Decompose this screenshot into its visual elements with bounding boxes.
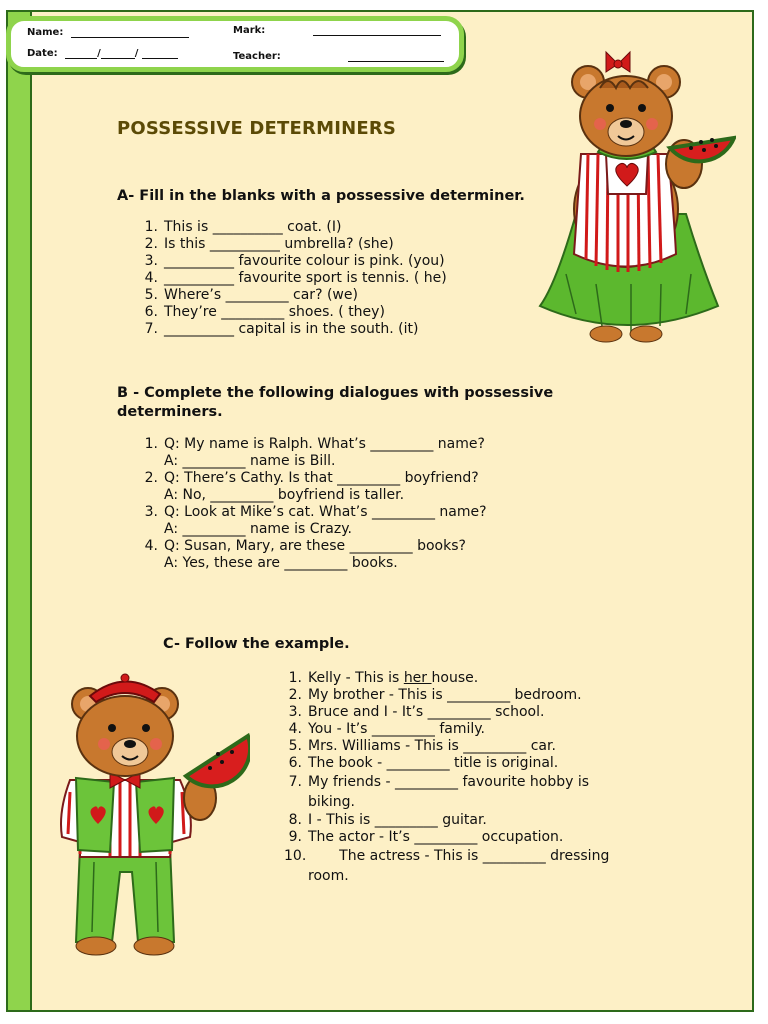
item-text: Is this __________ umbrella? (she) bbox=[164, 236, 394, 252]
date-day-line[interactable] bbox=[65, 58, 97, 59]
mark-line[interactable] bbox=[313, 35, 441, 36]
section-b-heading-line1: B - Complete the following dialogues with possessive bbox=[117, 385, 554, 401]
example-answer: her bbox=[403, 670, 432, 686]
item-text: I - This is _________ guitar. bbox=[308, 812, 487, 828]
item-number: 1. bbox=[144, 219, 158, 235]
item-number: 5. bbox=[144, 287, 158, 303]
teacher-label: Teacher: bbox=[233, 51, 281, 62]
item-text: __________ favourite colour is pink. (you) bbox=[164, 253, 445, 269]
header-info-box bbox=[6, 16, 464, 72]
item-number: 8. bbox=[288, 812, 302, 828]
item-number: 6. bbox=[144, 304, 158, 320]
item-number: 9. bbox=[288, 829, 302, 845]
list-item bbox=[140, 287, 447, 304]
item-text: My friends - _________ favourite hobby is bbox=[308, 774, 590, 790]
section-a-heading: A- Fill in the blanks with a possessive determiner. bbox=[117, 188, 525, 204]
date-year-line[interactable] bbox=[142, 58, 178, 59]
list-item bbox=[284, 755, 609, 772]
date-separator: / bbox=[97, 48, 101, 59]
mark-field bbox=[233, 25, 441, 36]
list-item bbox=[140, 436, 487, 470]
item-text: Where’s _________ car? (we) bbox=[164, 287, 358, 303]
item-number: 2. bbox=[144, 470, 158, 486]
date-month-line[interactable] bbox=[101, 58, 135, 59]
item-text: This is __________ coat. (I) bbox=[164, 219, 342, 235]
answer-text: A: _________ name is Bill. bbox=[164, 453, 336, 469]
name-field bbox=[27, 27, 189, 38]
date-field bbox=[27, 48, 178, 59]
name-line[interactable] bbox=[71, 37, 189, 38]
section-c-heading: C- Follow the example. bbox=[163, 636, 350, 652]
teacher-field bbox=[233, 51, 444, 62]
item-number: 7. bbox=[288, 774, 302, 790]
date-label: Date: bbox=[27, 48, 58, 59]
item-text: __________ capital is in the south. (it) bbox=[164, 321, 419, 337]
left-green-strip bbox=[8, 12, 32, 1010]
item-text: Mrs. Williams - This is _________ car. bbox=[308, 738, 556, 754]
item-number: 6. bbox=[288, 755, 302, 771]
section-b-list bbox=[140, 436, 487, 572]
list-item bbox=[140, 236, 447, 253]
question-text: Q: Susan, Mary, are these _________ books? bbox=[164, 538, 466, 554]
list-item bbox=[140, 270, 447, 287]
list-item bbox=[140, 219, 447, 236]
item-number: 2. bbox=[144, 236, 158, 252]
answer-text: A: No, _________ boyfriend is taller. bbox=[164, 487, 405, 503]
list-item bbox=[140, 470, 487, 504]
list-item bbox=[284, 846, 609, 886]
list-item bbox=[284, 772, 609, 812]
item-text: Bruce and I - It’s _________ school. bbox=[308, 704, 545, 720]
item-text-continued: room. bbox=[308, 868, 349, 884]
list-item bbox=[284, 738, 609, 755]
item-number: 1. bbox=[288, 670, 302, 686]
list-item bbox=[284, 721, 609, 738]
question-text: Q: My name is Ralph. What’s _________ name? bbox=[164, 436, 485, 452]
item-text: They’re _________ shoes. ( they) bbox=[164, 304, 385, 320]
item-number: 3. bbox=[288, 704, 302, 720]
item-number: 3. bbox=[144, 253, 158, 269]
item-text: The actor - It’s _________ occupation. bbox=[308, 829, 564, 845]
example-text-before: Kelly - This is bbox=[308, 670, 404, 686]
boy-bear-illustration bbox=[50, 672, 250, 958]
example-item bbox=[284, 670, 609, 687]
name-label: Name: bbox=[27, 27, 64, 38]
item-number: 5. bbox=[288, 738, 302, 754]
list-item bbox=[140, 321, 447, 338]
mark-label: Mark: bbox=[233, 25, 266, 36]
list-item bbox=[140, 253, 447, 270]
date-separator: / bbox=[134, 48, 139, 59]
teacher-line[interactable] bbox=[348, 61, 444, 62]
section-b-heading-line2: determiners. bbox=[117, 404, 223, 420]
list-item bbox=[140, 304, 447, 321]
item-number: 3. bbox=[144, 504, 158, 520]
list-item bbox=[284, 687, 609, 704]
item-number: 1. bbox=[144, 436, 158, 452]
item-text: The book - _________ title is original. bbox=[308, 755, 559, 771]
section-a-list bbox=[140, 219, 447, 338]
girl-bear-illustration bbox=[536, 44, 736, 344]
question-text: Q: There’s Cathy. Is that _________ boyfriend? bbox=[164, 470, 479, 486]
list-item bbox=[284, 829, 609, 846]
item-text: __________ favourite sport is tennis. ( he) bbox=[164, 270, 447, 286]
item-number: 7. bbox=[144, 321, 158, 337]
item-number: 4. bbox=[144, 270, 158, 286]
item-number: 4. bbox=[144, 538, 158, 554]
item-number: 10. bbox=[284, 848, 307, 864]
list-item bbox=[284, 704, 609, 721]
list-item bbox=[140, 538, 487, 572]
item-number: 4. bbox=[288, 721, 302, 737]
question-text: Q: Look at Mike’s cat. What’s _________ name? bbox=[164, 504, 487, 520]
answer-text: A: _________ name is Crazy. bbox=[164, 521, 352, 537]
list-item bbox=[140, 504, 487, 538]
item-text-continued: biking. bbox=[308, 794, 355, 810]
item-text: My brother - This is _________ bedroom. bbox=[308, 687, 582, 703]
page-title: POSSESSIVE DETERMINERS bbox=[117, 118, 397, 139]
item-text: The actress - This is _________ dressing bbox=[308, 848, 610, 864]
answer-text: A: Yes, these are _________ books. bbox=[164, 555, 398, 571]
section-c-list bbox=[284, 670, 609, 886]
item-number: 2. bbox=[288, 687, 302, 703]
item-text: You - It’s _________ family. bbox=[308, 721, 486, 737]
list-item bbox=[284, 812, 609, 829]
example-text-after: house. bbox=[431, 670, 479, 686]
